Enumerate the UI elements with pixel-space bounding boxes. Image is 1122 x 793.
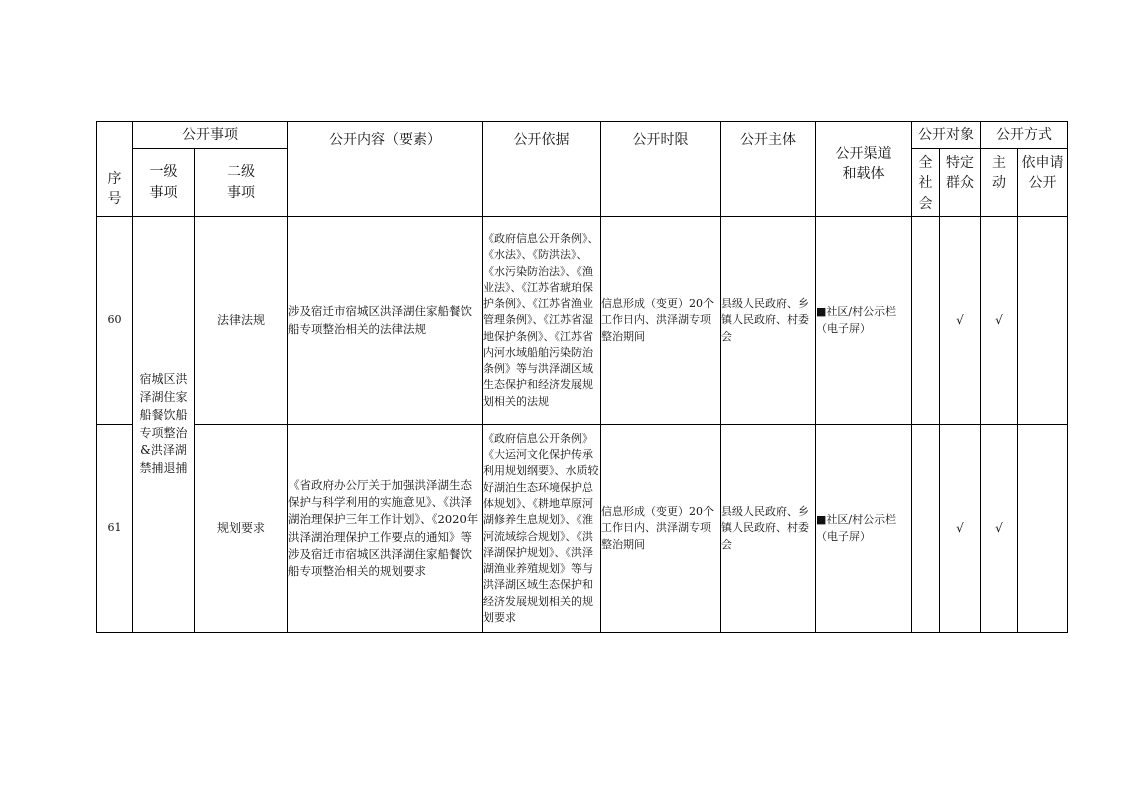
row-content: 《省政府办公厅关于加强洪泽湖生态保护与科学利用的实施意见》、《洪泽湖治理保护三年工作计划》、《2020年洪泽湖治理保护工作要点的通知》等涉及宿迁市宿城区洪泽湖住家船餐饮船专项整治相关的规划要求 xyxy=(288,425,483,633)
row-subject: 县级人民政府、乡镇人民政府、村委会 xyxy=(721,217,816,425)
header-time-limit: 公开时限 xyxy=(601,122,721,217)
header-content: 公开内容（要素） xyxy=(288,122,483,217)
row-audience-all xyxy=(912,217,940,425)
header-seq: 序 号 xyxy=(97,122,133,217)
header-method-request: 依申请 公开 xyxy=(1018,149,1068,217)
header-matter-group: 公开事项 xyxy=(133,122,288,149)
row-audience-specific: √ xyxy=(940,217,981,425)
header-audience-all: 全 社 会 xyxy=(912,149,940,217)
row-method-request xyxy=(1018,425,1068,633)
row-level2: 法律法规 xyxy=(195,217,288,425)
header-subject: 公开主体 xyxy=(721,122,816,217)
row-seq: 60 xyxy=(97,217,133,425)
header-level1: 一级 事项 xyxy=(133,149,195,217)
table-row xyxy=(97,217,1068,425)
header-level2: 二级 事项 xyxy=(195,149,288,217)
row-content: 涉及宿迁市宿城区洪泽湖住家船餐饮船专项整治相关的法律法规 xyxy=(288,217,483,425)
row-seq: 61 xyxy=(97,425,133,633)
row-time-limit: 信息形成（变更）20个工作日内、洪泽湖专项整治期间 xyxy=(601,217,721,425)
row-method-request xyxy=(1018,217,1068,425)
row-method-active: √ xyxy=(981,217,1018,425)
row-audience-specific: √ xyxy=(940,425,981,633)
header-channel: 公开渠道 和载体 xyxy=(816,122,912,217)
row-method-active: √ xyxy=(981,425,1018,633)
header-basis: 公开依据 xyxy=(483,122,601,217)
header-method-group: 公开方式 xyxy=(981,122,1068,149)
row-subject: 县级人民政府、乡镇人民政府、村委会 xyxy=(721,425,816,633)
disclosure-table xyxy=(96,121,1068,633)
header-audience-specific: 特定 群众 xyxy=(940,149,981,217)
row-level2: 规划要求 xyxy=(195,425,288,633)
row-basis: 《政府信息公开条例》《大运河文化保护传承利用规划纲要》、水质较好湖泊生态环境保护总体规划》、《耕地草原河湖修养生息规划》、《淮河流域综合规划》、《洪泽湖保护规划》、《洪泽湖渔业养殖规划》等与洪泽湖区域生态保护和经济发展规划相关的规划要求 xyxy=(483,425,601,633)
table-row xyxy=(97,425,1068,633)
level1-item: 宿城区洪泽湖住家船餐饮船专项整治&洪泽湖禁捕退捕 xyxy=(133,217,195,633)
row-channel: ■社区/村公示栏（电子屏） xyxy=(816,217,912,425)
row-audience-all xyxy=(912,425,940,633)
header-method-active: 主 动 xyxy=(981,149,1018,217)
header-audience-group: 公开对象 xyxy=(912,122,981,149)
row-basis: 《政府信息公开条例》、《水法》、《防洪法》、《水污染防治法》、《渔业法》、《江苏省琥珀保护条例》、《江苏省渔业管理条例》、《江苏省湿地保护条例》、《江苏省内河水域船舶污染防治条例》等与洪泽湖区域生态保护和经济发展规划相关的法规 xyxy=(483,217,601,425)
row-channel: ■社区/村公示栏（电子屏） xyxy=(816,425,912,633)
row-time-limit: 信息形成（变更）20个工作日内、洪泽湖专项整治期间 xyxy=(601,425,721,633)
